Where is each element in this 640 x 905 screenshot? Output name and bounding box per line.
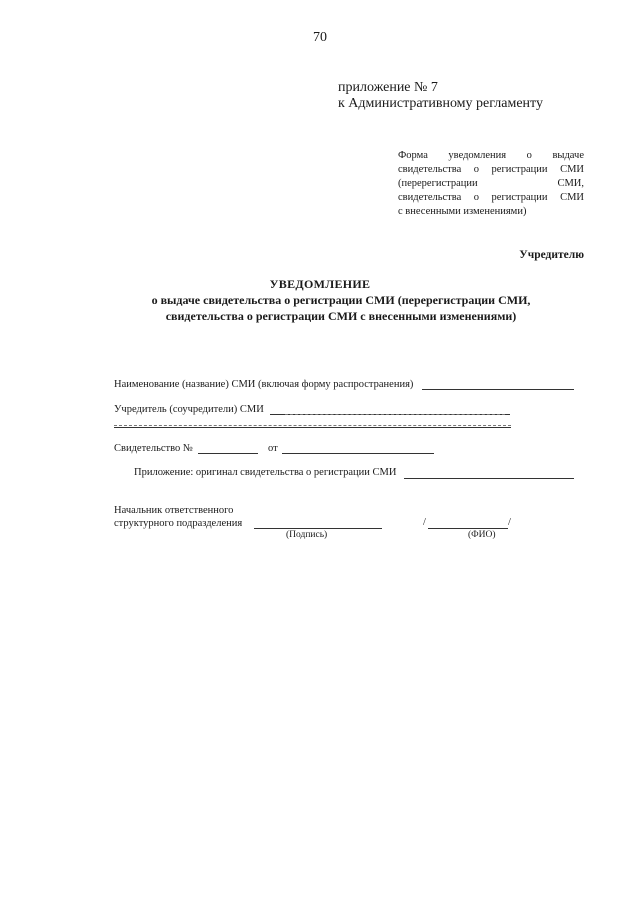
certificate-number-field[interactable] xyxy=(198,453,258,454)
signer-position-line1: Начальник ответственного xyxy=(114,505,234,516)
attachment-label: Приложение: оригинал свидетельства о регистрации СМИ xyxy=(134,467,397,478)
certificate-label: Свидетельство № xyxy=(114,443,193,454)
founder-field-continuation-underlay xyxy=(114,425,511,426)
page-number: 70 xyxy=(313,30,327,45)
form-note-line: свидетельства о регистрации СМИ xyxy=(398,164,584,175)
attachment-field[interactable] xyxy=(404,478,574,479)
form-note-line: с внесенными изменениями) xyxy=(398,206,527,217)
document-subtitle-line1: о выдаче свидетельства о регистрации СМИ (перерегистрации СМИ, xyxy=(151,293,531,307)
name-slash-left: / xyxy=(423,517,426,528)
appendix-number: приложение № 7 xyxy=(338,80,438,95)
media-name-field[interactable] xyxy=(422,389,574,390)
founder-field-underlay xyxy=(285,414,505,415)
full-name-field[interactable] xyxy=(428,528,508,529)
certificate-date-field[interactable] xyxy=(282,453,434,454)
signature-field[interactable] xyxy=(254,528,382,529)
form-note xyxy=(398,149,584,219)
name-slash-right: / xyxy=(508,517,511,528)
appendix-reference: к Административному регламенту xyxy=(338,96,543,111)
founder-label: Учредитель (соучредители) СМИ xyxy=(114,404,264,415)
signature-caption: (Подпись) xyxy=(286,530,328,540)
form-note-line: (перерегистрации СМИ, xyxy=(398,178,584,189)
signer-position-line2: структурного подразделения xyxy=(114,518,243,529)
founder-field-continuation[interactable] xyxy=(114,427,511,428)
name-caption: (ФИО) xyxy=(468,530,496,540)
document-subtitle-line2: свидетельства о регистрации СМИ с внесенными изменениями) xyxy=(165,309,517,323)
form-note-line: Форма уведомления о выдаче xyxy=(398,150,584,161)
form-note-line: свидетельства о регистрации СМИ xyxy=(398,192,584,203)
media-name-label: Наименование (название) СМИ (включая форму распространения) xyxy=(114,379,414,390)
addressee: Учредителю xyxy=(519,249,584,261)
document-title: УВЕДОМЛЕНИЕ xyxy=(269,277,371,291)
certificate-from-label: от xyxy=(268,443,278,454)
